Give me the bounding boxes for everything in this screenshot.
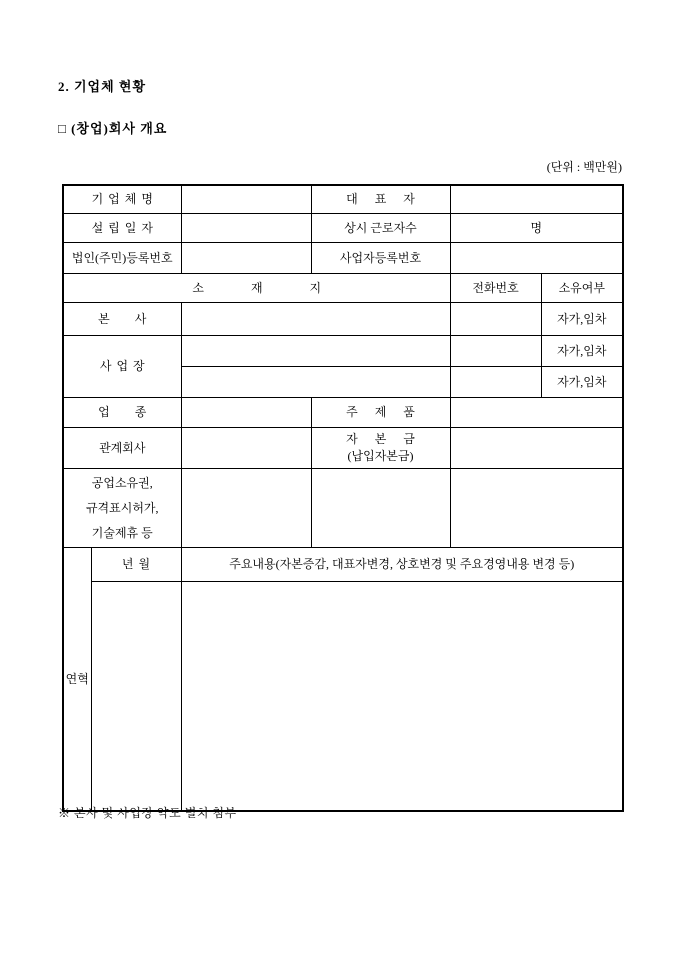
workplace-label: 사 업 장 <box>63 336 181 398</box>
employees-field[interactable]: 명 <box>450 214 623 243</box>
company-name-field[interactable] <box>181 185 311 214</box>
ip-rights-field-1[interactable] <box>181 469 311 548</box>
address-header: 소 재 지 <box>63 274 450 303</box>
capital-label <box>311 428 450 469</box>
hq-ownership-options[interactable]: 자가,임차 <box>541 303 623 336</box>
main-product-field[interactable] <box>450 398 623 428</box>
ip-rights-label-line2: 규격표시허가, <box>85 500 159 515</box>
workplace2-phone-field[interactable] <box>450 367 541 398</box>
ceo-field[interactable] <box>450 185 623 214</box>
workplace2-ownership-options[interactable]: 자가,임차 <box>541 367 623 398</box>
phone-header: 전화번호 <box>450 274 541 303</box>
ip-rights-label-line3: 기술제휴 등 <box>91 525 153 540</box>
ip-rights-field-2[interactable] <box>311 469 450 548</box>
history-content-header: 주요내용(자본증감, 대표자변경, 상호변경 및 주요경영내용 변경 등) <box>181 548 623 582</box>
company-overview-table <box>62 184 624 812</box>
hq-address-field[interactable] <box>181 303 450 336</box>
ceo-label: 대 표 자 <box>311 185 450 214</box>
affiliates-label: 관계회사 <box>63 428 181 469</box>
industry-field[interactable] <box>181 398 311 428</box>
ip-rights-label-line1: 공업소유권, <box>91 475 153 490</box>
hq-label: 본 사 <box>63 303 181 336</box>
workplace1-ownership-options[interactable]: 자가,임차 <box>541 336 623 367</box>
affiliates-field[interactable] <box>181 428 311 469</box>
main-product-label: 주 제 품 <box>311 398 450 428</box>
ownership-header: 소유여부 <box>541 274 623 303</box>
footnote: ※ 본사 및 사업장 약도 별치 첨부 <box>58 806 237 820</box>
ip-rights-field-3[interactable] <box>450 469 623 548</box>
section-title: 2. 기업체 현황 <box>58 79 147 94</box>
capital-label-line2: (납입자본금) <box>347 449 414 463</box>
history-label: 연혁 <box>63 548 91 812</box>
founding-date-field[interactable] <box>181 214 311 243</box>
history-date-field[interactable] <box>91 582 181 812</box>
workplace1-address-field[interactable] <box>181 336 450 367</box>
industry-label: 업 종 <box>63 398 181 428</box>
ip-rights-label <box>63 469 181 548</box>
company-name-label: 기 업 체 명 <box>63 185 181 214</box>
employees-label: 상시 근로자수 <box>311 214 450 243</box>
biz-reg-no-label: 사업자등록번호 <box>311 243 450 274</box>
hq-phone-field[interactable] <box>450 303 541 336</box>
history-date-header: 년 월 <box>91 548 181 582</box>
subsection-title: □ (창업)회사 개요 <box>58 121 168 136</box>
workplace1-phone-field[interactable] <box>450 336 541 367</box>
founding-date-label: 설 립 일 자 <box>63 214 181 243</box>
workplace2-address-field[interactable] <box>181 367 450 398</box>
corp-reg-no-label: 법인(주민)등록번호 <box>63 243 181 274</box>
biz-reg-no-field[interactable] <box>450 243 623 274</box>
capital-label-line1: 자 본 금 <box>346 432 415 446</box>
unit-note: (단위 : 백만원) <box>546 160 622 174</box>
corp-reg-no-field[interactable] <box>181 243 311 274</box>
capital-field[interactable] <box>450 428 623 469</box>
history-content-field[interactable] <box>181 582 623 812</box>
